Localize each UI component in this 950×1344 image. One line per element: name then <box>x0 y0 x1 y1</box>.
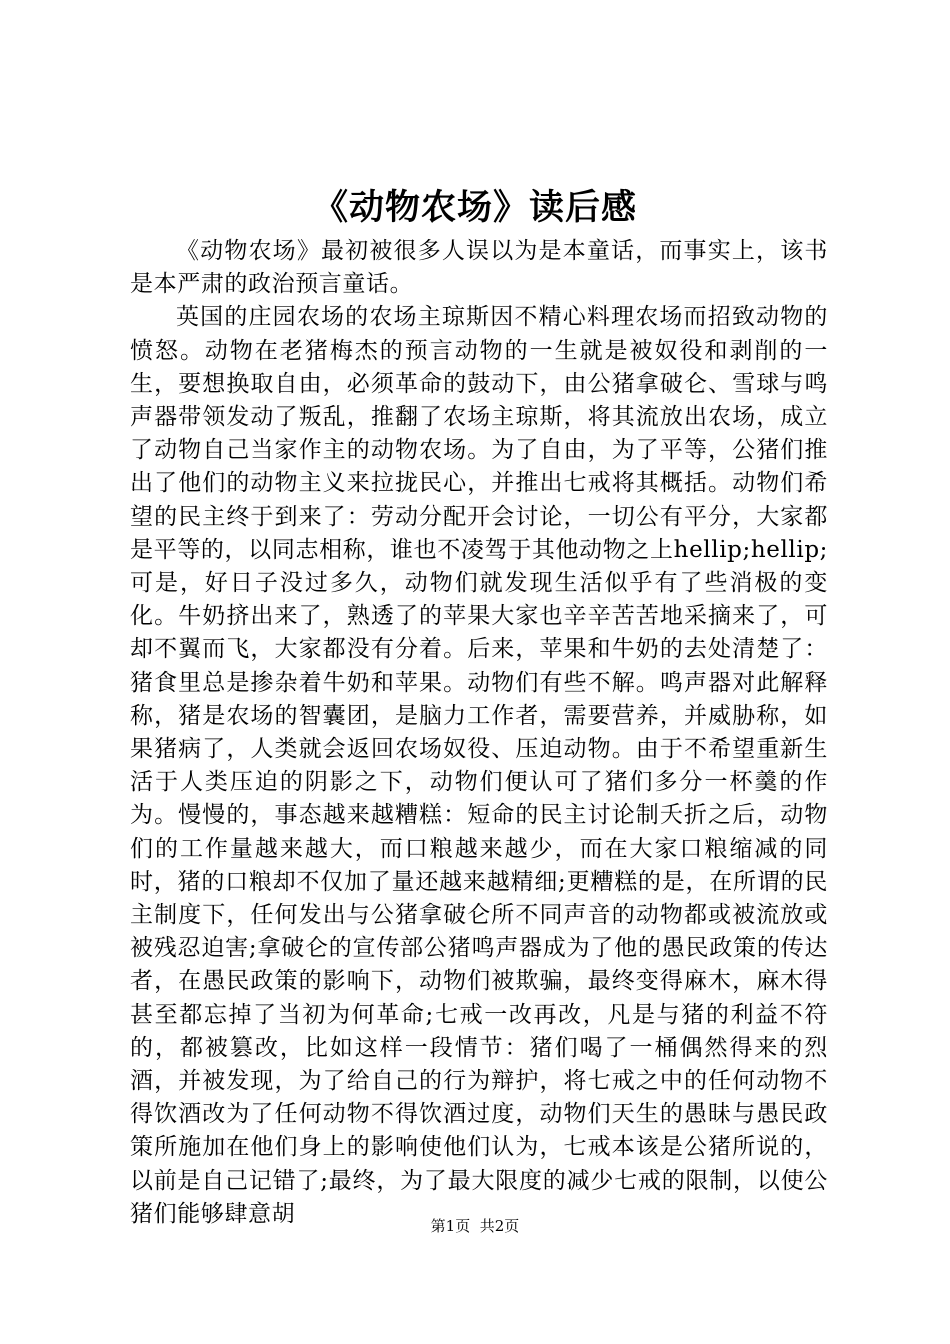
page-footer <box>0 1216 950 1236</box>
page-number: 第1页 <box>430 1217 471 1235</box>
footer-separator <box>470 1217 480 1235</box>
paragraph-intro: 《动物农场》最初被很多人误以为是本童话，而事实上，该书是本严肃的政治预言童话。 <box>130 238 828 298</box>
document-body <box>130 235 828 1231</box>
document-title: 《动物农场》读后感 <box>312 187 637 228</box>
page-total: 共2页 <box>479 1217 520 1235</box>
paragraph-story: 英国的庄园农场的农场主琼斯因不精心料理农场而招致动物的愤怒。动物在老猪梅杰的预言动物的一生就是被奴役和剥削的一生，要想换取自由，必须革命的鼓动下，由公猪拿破仑、雪球与鸣声器带领发动了叛乱，推翻了农场主琼斯，将其流放出农场，成立了动物自己当家作主的动物农场。为了自由，为了平等，公猪们推出了他们的动物主义来拉拢民心，并推出七戒将其概括。动物们希望的民主终于到来了：劳动分配开会讨论，一切公有平分，大家都是平等的，以同志相称，谁也不凌驾于其他动物之上hellip;hellip;可是，好日子没过多久，动物们就发现生活似乎有了些消极的变化。牛奶挤出来了，熟透了的苹果大家也辛辛苦苦地采摘来了，可却不翼而飞，大家都没有分着。后来，苹果和牛奶的去处清楚了：猪食里总是掺杂着牛奶和苹果。动物们有些不解。鸣声器对此解释称，猪是农场的智囊团，是脑力工作者，需要营养，并威胁称，如果猪病了，人类就会返回农场奴役、压迫动物。由于不希望重新生活于人类压迫的阴影之下，动物们便认可了猪们多分一杯羹的作为。慢慢的，事态越来越糟糕：短命的民主讨论制夭折之后，动物们的工作量越来越大，而口粮越来越少，而在大家口粮缩减的同时，猪的口粮却不仅加了量还越来越精细;更糟糕的是，在所谓的民主制度下，任何发出与公猪拿破仑所不同声音的动物都或被流放或被残忍迫害;拿破仑的宣传部公猪鸣声器成为了他的愚民政策的传达者，在愚民政策的影响下，动物们被欺骗，最终变得麻木，麻木得甚至都忘掉了当初为何革命;七戒一改再改，凡是与猪的利益不符的，都被篡改，比如这样一段情节：猪们喝了一桶偶然得来的烈酒，并被发现，为了给自己的行为辩护，将七戒之中的任何动物不得饮酒改为了任何动物不得饮酒过度，动物们天生的愚昧与愚民政策所施加在他们身上的影响使他们认为，七戒本该是公猪所说的，以前是自己记错了;最终，为了最大限度的减少七戒的限制，以使公猪们能够肆意胡 <box>130 304 828 1227</box>
